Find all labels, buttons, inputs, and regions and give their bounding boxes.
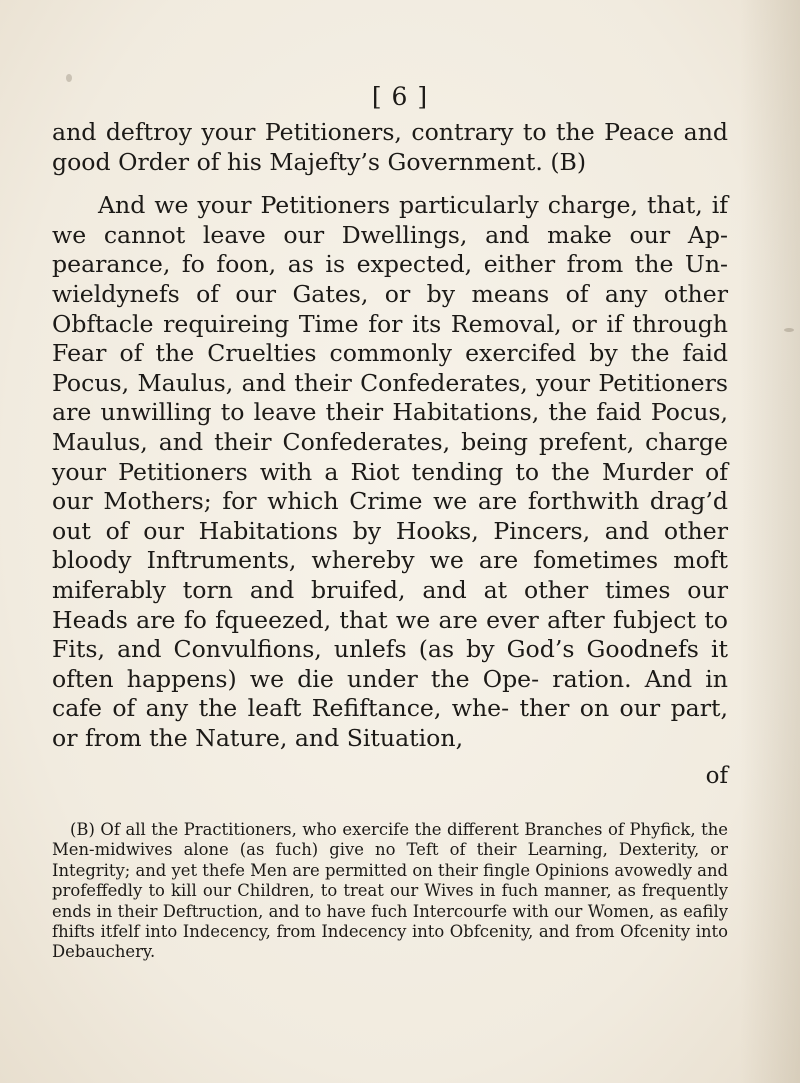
footnote-b: (B) Of all the Practitioners, who exercife the different Branches of Phyfick, the Men-midwives alone (as fuch) give no Teft of their Learning, Dexterity, or Integrity; and yet thefe Men are permitted on their fingle Opinions avowedly and profeffedly to kill our Children, to treat our Wives in fuch manner, as frequently ends in their Deftruction, and to have fuch Intercourfe with our Women, as eafily fhifts itfelf into Indecency, from Indecency into Obfcenity, and from Ofcenity into Debauchery. bbox=[52, 820, 728, 962]
catchword: of bbox=[705, 763, 728, 789]
body-text bbox=[52, 118, 728, 753]
page-edge-stain bbox=[740, 0, 800, 1083]
ink-smudge bbox=[784, 328, 794, 332]
paragraph-petition-charge: And we your Petitioners particularly charge, that, if we cannot leave our Dwellings, and make our Ap- pearance, fo foon, as is expected, either from the Un- wieldynefs of our Gates, or by means of any other Obftacle requireing Time for its Removal, or if through Fear of the Cruelties commonly exercifed by the faid Pocus, Maulus, and their Confederates, your Petitioners are unwilling to leave their Habitations, the faid Pocus, Maulus, and their Confederates, being prefent, charge your Petitioners with a Riot tending to the Murder of our Mothers; for which Crime we are forthwith drag’d out of our Habitations by Hooks, Pincers, and other bloody Inftruments, whereby we are fometimes moft miferably torn and bruifed, and at other times our Heads are fo fqueezed, that we are ever after fubject to Fits, and Convulfions, unlefs (as by God’s Goodnefs it often happens) we die under the Ope- ration. And in cafe of any the leaft Refiftance, whe- ther on our part, or from the Nature, and Situation, bbox=[52, 191, 728, 752]
paragraph-continued: and deftroy your Petitioners, contrary to the Peace and good Order of his Majefty’s Government. (B) bbox=[52, 118, 728, 176]
page-number: [ 6 ] bbox=[371, 82, 429, 111]
ink-smudge bbox=[66, 74, 72, 82]
